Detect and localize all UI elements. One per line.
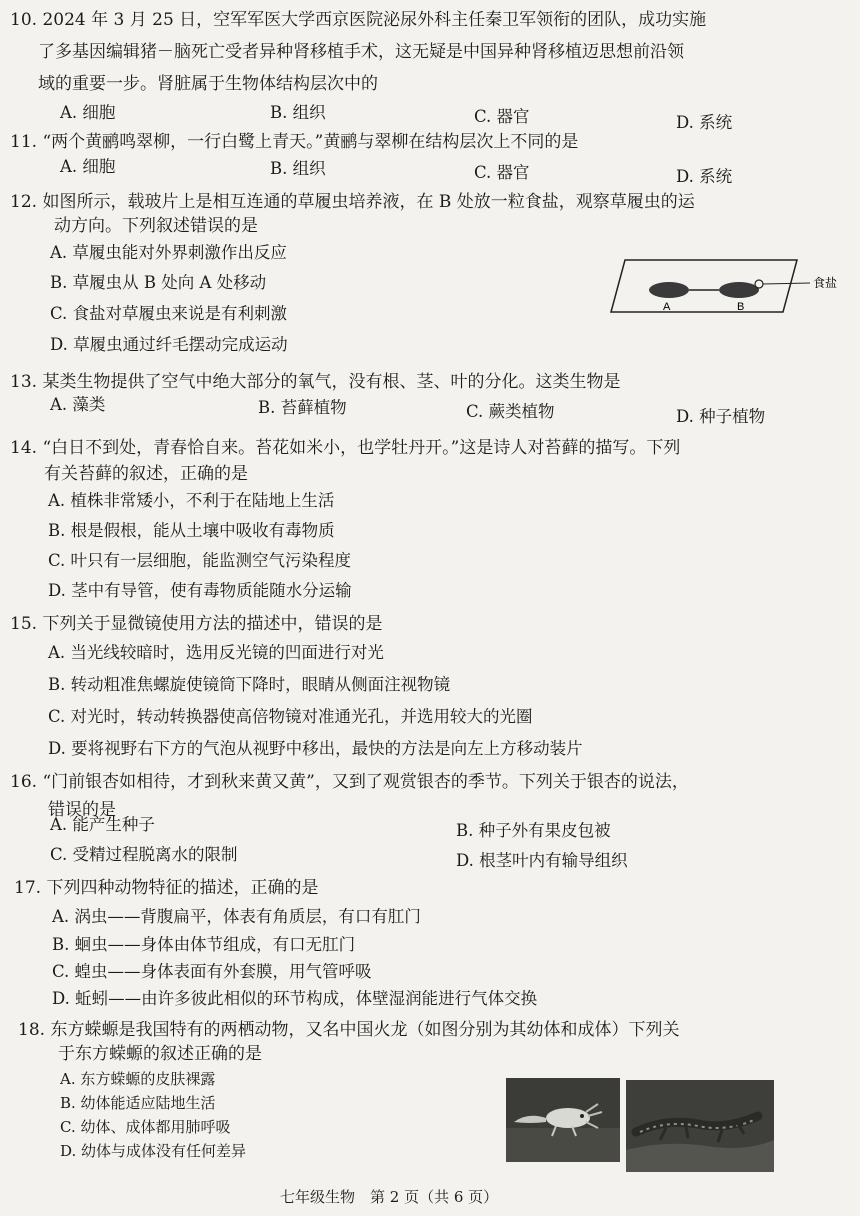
q12-stem-line-1: 12. 如图所示，载玻片上是相互连通的草履虫培养液，在 B 处放一粒食盐，观察草履虫的运 — [10, 192, 695, 212]
q12-stem-line-2: 动方向。下列叙述错误的是 — [54, 216, 258, 236]
q11-option-a: A. 细胞 — [60, 157, 116, 176]
page-footer: 七年级生物 第 2 页（共 6 页） — [280, 1188, 499, 1206]
q16-option-b: B. 种子外有果皮包被 — [456, 821, 611, 840]
q14-option-a: A. 植株非常矮小，不利于在陆地上生活 — [48, 491, 335, 510]
q15-option-a: A. 当光线较暗时，选用反光镜的凹面进行对光 — [48, 643, 384, 662]
q12-option-a: A. 草履虫能对外界刺激作出反应 — [50, 243, 287, 262]
q10-option-c: C. 器官 — [474, 107, 530, 126]
q10-stem-line-3: 域的重要一步。肾脏属于生物体结构层次中的 — [38, 74, 378, 94]
salt-label: 食盐 — [813, 276, 838, 290]
q18-stem-line-1: 18. 东方蝾螈是我国特有的两栖动物，又名中国火龙（如图分别为其幼体和成体）下列关 — [18, 1020, 680, 1040]
newt-larva-photo — [506, 1078, 620, 1162]
q12-option-c: C. 食盐对草履虫来说是有利刺激 — [50, 304, 288, 323]
q16-stem-line-1: 16. “门前银杏如相待，才到秋来黄又黄”，又到了观赏银杏的季节。下列关于银杏的说法， — [10, 772, 689, 792]
q14-option-d: D. 茎中有导管，使有毒物质能随水分运输 — [48, 581, 352, 600]
q13-option-c: C. 蕨类植物 — [466, 402, 555, 421]
q14-option-b: B. 根是假根，能从土壤中吸收有毒物质 — [48, 521, 335, 540]
q11-option-b: B. 组织 — [270, 159, 326, 178]
q16-option-a: A. 能产生种子 — [50, 815, 155, 834]
q14-option-c: C. 叶只有一层细胞，能监测空气污染程度 — [48, 551, 352, 570]
q17-option-a: A. 涡虫——背腹扁平，体表有角质层，有口有肛门 — [52, 907, 421, 926]
q11-option-c: C. 器官 — [474, 163, 530, 182]
q12-option-d: D. 草履虫通过纤毛摆动完成运动 — [50, 335, 288, 354]
q17-option-d: D. 蚯蚓——由许多彼此相似的环节构成，体壁湿润能进行气体交换 — [52, 989, 538, 1008]
q13-option-d: D. 种子植物 — [676, 407, 766, 426]
q15-option-d: D. 要将视野右下方的气泡从视野中移出，最快的方法是向左上方移动装片 — [48, 739, 583, 758]
culture-drop-b — [719, 282, 759, 298]
q17-stem-line-1: 17. 下列四种动物特征的描述，正确的是 — [14, 878, 319, 898]
newt-adult-photo — [626, 1080, 774, 1172]
q16-option-d: D. 根茎叶内有输导组织 — [456, 851, 628, 870]
q10-option-d: D. 系统 — [676, 113, 733, 132]
salt-grain — [755, 280, 763, 288]
q16-stem-line-2: 错误的是 — [48, 800, 116, 820]
label-a: A — [663, 301, 671, 313]
q10-option-b: B. 组织 — [270, 103, 326, 122]
q18-option-b: B. 幼体能适应陆地生活 — [60, 1094, 216, 1112]
q12-option-b: B. 草履虫从 B 处向 A 处移动 — [50, 273, 267, 292]
q18-option-d: D. 幼体与成体没有任何差异 — [60, 1142, 247, 1160]
q15-option-c: C. 对光时，转动转换器使高倍物镜对准通光孔，并选用较大的光圈 — [48, 707, 533, 726]
q18-option-a: A. 东方蝾螈的皮肤裸露 — [60, 1070, 216, 1088]
q14-stem-line-1: 14. “白日不到处，青春恰自来。苔花如米小，也学牡丹开。”这是诗人对苔藓的描写。下列 — [10, 438, 681, 458]
q13-option-b: B. 苔藓植物 — [258, 398, 347, 417]
label-b: B — [737, 301, 745, 313]
q13-option-a: A. 藻类 — [50, 395, 106, 414]
q11-option-d: D. 系统 — [676, 167, 733, 186]
q17-option-c: C. 蝗虫——身体表面有外套膜，用气管呼吸 — [52, 962, 372, 981]
q10-stem-line-1: 10. 2024 年 3 月 25 日，空军军医大学西京医院泌尿外科主任秦卫军领衔的团队，成功实施 — [10, 10, 707, 30]
q18-option-c: C. 幼体、成体都用肺呼吸 — [60, 1118, 231, 1136]
q10-stem-line-2: 了多基因编辑猪－脑死亡受者异种肾移植手术，这无疑是中国异种肾移植迈思想前沿领 — [38, 42, 684, 62]
q18-stem-line-2: 于东方蝾螈的叙述正确的是 — [58, 1044, 262, 1064]
q15-stem-line-1: 15. 下列关于显微镜使用方法的描述中，错误的是 — [10, 614, 383, 634]
q10-option-a: A. 细胞 — [60, 103, 116, 122]
slide-outline — [611, 260, 797, 312]
q17-option-b: B. 蛔虫——身体由体节组成，有口无肛门 — [52, 935, 356, 954]
salt-pointer — [763, 283, 810, 284]
paramecium-slide-figure — [605, 254, 855, 318]
q16-option-c: C. 受精过程脱离水的限制 — [50, 845, 238, 864]
q11-stem-line-1: 11. “两个黄鹂鸣翠柳，一行白鹭上青天。”黄鹂与翠柳在结构层次上不同的是 — [10, 132, 579, 152]
q14-stem-line-2: 有关苔藓的叙述，正确的是 — [44, 464, 248, 484]
q13-stem-line-1: 13. 某类生物提供了空气中绝大部分的氧气，没有根、茎、叶的分化。这类生物是 — [10, 372, 621, 392]
q15-option-b: B. 转动粗准焦螺旋使镜筒下降时，眼睛从侧面注视物镜 — [48, 675, 451, 694]
culture-drop-a — [649, 282, 689, 298]
